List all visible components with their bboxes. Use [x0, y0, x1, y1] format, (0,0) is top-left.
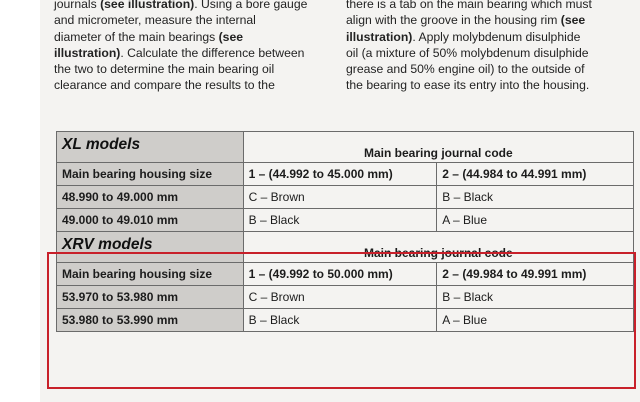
main-bearing-table — [56, 131, 634, 332]
xl-row1-code2: B – Black — [437, 186, 634, 209]
text-run: journals — [54, 0, 101, 11]
text-line — [346, 0, 620, 12]
xl-journal-code-header: Main bearing journal code — [243, 132, 633, 163]
xl-row1-code1: C – Brown — [243, 186, 437, 209]
xrv-code1-header: 1 – (49.992 to 50.000 mm) — [243, 263, 437, 286]
text-run: and micrometer, measure the internal — [54, 13, 256, 28]
xrv-row2-code1: B – Black — [243, 309, 437, 332]
text-line — [54, 0, 334, 12]
xrv-row1-size: 53.970 to 53.980 mm — [57, 286, 244, 309]
text-line — [346, 77, 620, 93]
xl-code1-header: 1 – (44.992 to 45.000 mm) — [243, 163, 437, 186]
xrv-journal-code-header: Main bearing journal code — [243, 232, 633, 263]
xl-row2-code1: B – Black — [243, 209, 437, 232]
bold-reference: (see — [218, 29, 244, 44]
text-line — [54, 29, 334, 45]
text-line — [346, 29, 620, 45]
xl-row2-code2: A – Blue — [437, 209, 634, 232]
text-line — [346, 45, 620, 61]
bold-reference: illustration) — [346, 29, 413, 44]
text-line — [54, 12, 334, 28]
table-row — [57, 309, 634, 332]
text-run: the two to determine the main bearing oil — [54, 62, 275, 77]
xrv-code2-header: 2 – (49.984 to 49.991 mm) — [437, 263, 634, 286]
text-run: . Apply molybdenum disulphide — [412, 29, 581, 44]
text-line — [346, 61, 620, 77]
xrv-row2-code2: A – Blue — [437, 309, 634, 332]
text-run: oil (a mixture of 50% molybdenum disulphide — [346, 45, 589, 60]
text-run: clearance and compare the results to the — [54, 78, 275, 93]
bold-reference: (see illustration) — [100, 0, 195, 11]
text-line — [346, 12, 620, 28]
text-run: diameter of the main bearings — [54, 29, 219, 44]
bold-reference: illustration) — [54, 45, 121, 60]
xrv-row1-code1: C – Brown — [243, 286, 437, 309]
xl-models-title: XL models — [57, 132, 244, 163]
table-row — [57, 186, 634, 209]
text-line — [54, 61, 334, 77]
xl-code2-header: 2 – (44.984 to 44.991 mm) — [437, 163, 634, 186]
text-run: there is a tab on the main bearing which must — [346, 0, 592, 11]
text-run: align with the groove in the housing rim — [346, 13, 561, 28]
text-run: the bearing to ease its entry into the housing. — [346, 78, 590, 93]
text-run: . Using a bore gauge — [194, 0, 308, 11]
xl-row1-size: 48.990 to 49.000 mm — [57, 186, 244, 209]
xl-housing-size-header: Main bearing housing size — [57, 163, 244, 186]
xl-row2-size: 49.000 to 49.010 mm — [57, 209, 244, 232]
left-text-column — [54, 0, 334, 94]
xrv-row2-size: 53.980 to 53.990 mm — [57, 309, 244, 332]
text-line — [54, 45, 334, 61]
text-run: grease and 50% engine oil) to the outside of — [346, 62, 585, 77]
xrv-models-title: XRV models — [57, 232, 244, 263]
text-line — [54, 77, 334, 93]
table-row — [57, 286, 634, 309]
text-run: . Calculate the difference between — [120, 45, 305, 60]
bold-reference: (see — [560, 13, 586, 28]
xrv-row1-code2: B – Black — [437, 286, 634, 309]
right-text-column — [346, 0, 620, 94]
table-row — [57, 209, 634, 232]
xrv-housing-size-header: Main bearing housing size — [57, 263, 244, 286]
